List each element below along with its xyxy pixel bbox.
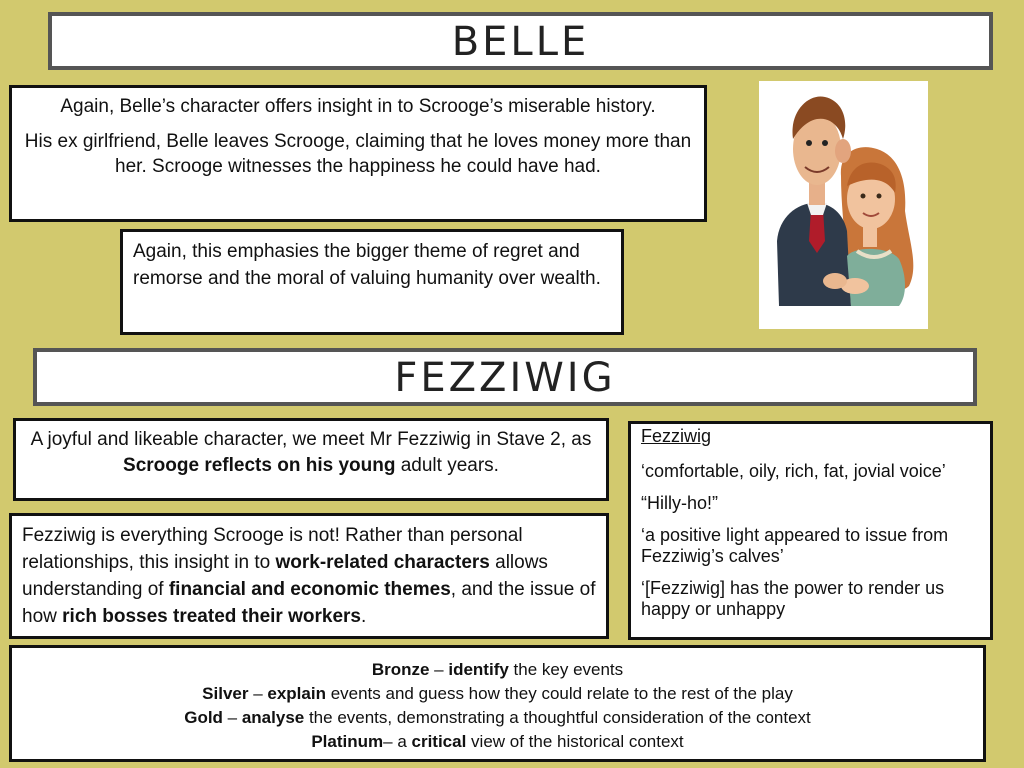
platinum-sep: – a [383, 732, 412, 751]
bronze-verb: identify [448, 660, 509, 679]
fezziwig-intro-box [13, 418, 609, 501]
fezziwig-quotes-box [628, 421, 993, 640]
analysis-bold-3: rich bosses treated their workers [62, 606, 361, 627]
gold-rest: the events, demonstrating a thoughtful consideration of the context [304, 708, 811, 727]
fezziwig-analysis-box [9, 513, 609, 639]
analysis-text-3: , and the issue of how [22, 579, 596, 627]
belle-theme-text: Again, this emphasies the bigger theme of regret and remorse and the moral of valuing humanity over wealth. [133, 241, 601, 289]
silver-verb: explain [267, 684, 326, 703]
belle-summary-box [9, 85, 707, 222]
silver-rest: events and guess how they could relate to the rest of the play [325, 684, 793, 703]
gold-level: Gold [184, 708, 223, 727]
quote-2: “Hilly-ho!” [641, 493, 719, 513]
analysis-text-1: Fezziwig is everything Scrooge is not! Rather than personal relationships, this insight in to [22, 525, 523, 573]
fezziwig-title-text: FEZZIWIG [394, 355, 616, 401]
silver-sep: – [248, 684, 268, 703]
analysis-text-2: allows understanding of [22, 552, 548, 600]
analysis-bold-2: financial and economic themes [168, 579, 451, 600]
gold-sep: – [222, 708, 242, 727]
bronze-level: Bronze [371, 660, 430, 679]
fezziwig-intro-text-1: A joyful and likeable character, we meet Mr Fezziwig in Stave 2, as [30, 429, 592, 450]
gold-verb: analyse [241, 708, 305, 727]
belle-title [48, 12, 993, 70]
belle-title-text: BELLE [451, 19, 590, 65]
belle-para-2: His ex girlfriend, Belle leaves Scrooge, claiming that he loves money more than her. Scrooge witnesses the happiness he could have had. [24, 131, 692, 177]
criteria-gold [22, 706, 973, 730]
platinum-rest: view of the historical context [466, 732, 684, 751]
quote-4: ‘[Fezziwig] has the power to render us happy or unhappy [641, 578, 945, 619]
platinum-level: Platinum [311, 732, 384, 751]
belle-para-1: Again, Belle’s character offers insight in to Scrooge’s miserable history. [60, 96, 656, 117]
criteria-bronze [22, 658, 973, 682]
bronze-sep: – [429, 660, 449, 679]
silver-level: Silver [202, 684, 249, 703]
quotes-heading: Fezziwig [641, 426, 712, 446]
criteria-silver [22, 682, 973, 706]
fezziwig-intro-bold: Scrooge reflects on his young [123, 455, 396, 476]
platinum-verb: critical [411, 732, 467, 751]
bronze-rest: the key events [508, 660, 624, 679]
analysis-text-4: . [360, 606, 367, 627]
success-criteria-box [9, 645, 986, 762]
criteria-platinum [22, 730, 973, 754]
belle-scrooge-illustration [759, 81, 928, 329]
couple-illustration-image [759, 81, 928, 329]
quote-1: ‘comfortable, oily, rich, fat, jovial voice’ [641, 461, 946, 481]
belle-theme-box [120, 229, 624, 335]
quote-3: ‘a positive light appeared to issue from Fezziwig’s calves’ [641, 525, 949, 566]
fezziwig-title [33, 348, 977, 406]
analysis-bold-1: work-related characters [275, 552, 490, 573]
fezziwig-intro-text-2: adult years. [395, 455, 499, 476]
